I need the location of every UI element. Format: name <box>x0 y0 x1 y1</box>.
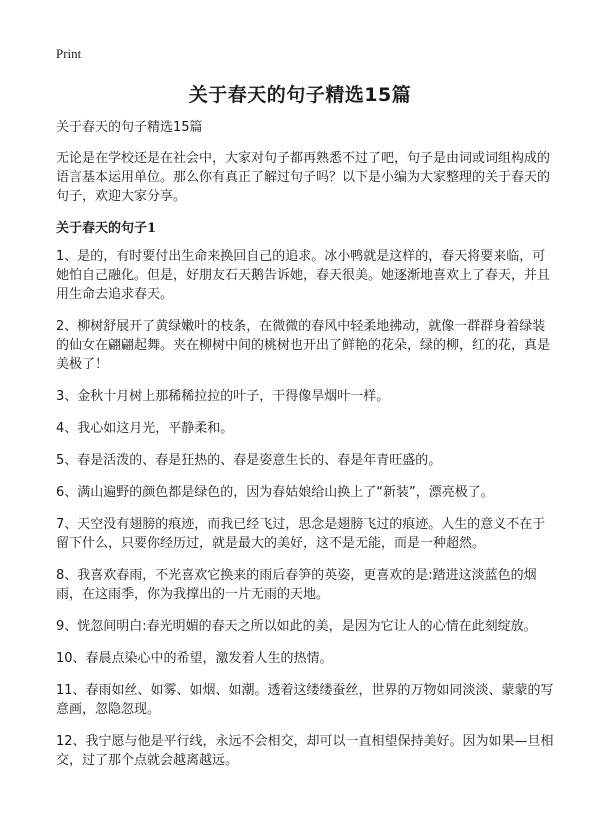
list-item-10: 10、春晨点染心中的希望，激发着人生的热情。 <box>56 651 333 666</box>
list-item-11: 11、春雨如丝、如雾、如烟、如潮。透着这缕缕蚕丝，世界的万物如同淡淡、蒙蒙的写意画，忽隐忽现。 <box>56 683 554 717</box>
document-title: 关于春天的句子精选15篇 <box>188 84 412 106</box>
list-item-3: 3、金秋十月树上那稀稀拉拉的叶子，干得像旱烟叶一样。 <box>56 389 390 404</box>
document-body <box>56 118 556 783</box>
intro-paragraph: 无论是在学校还是在社会中，大家对句子都再熟悉不过了吧，句子是由词或词组构成的语言基本运用单位。那么你有真正了解过句子吗？以下是小编为大家整理的关于春天的句子，欢迎大家分享。 <box>56 151 551 204</box>
list-item-7: 7、天空没有翅膀的痕迹，而我已经飞过，思念是翅膀飞过的痕迹。人生的意义不在于留下什么，只要你经历过，就是最大的美好，这不是无能，而是一种超然。 <box>56 517 546 551</box>
list-item-4: 4、我心如这月光，平静柔和。 <box>56 421 234 436</box>
print-label: Print <box>56 46 82 61</box>
list-item-5: 5、春是活泼的、春是狂热的、春是姿意生长的、春是年青旺盛的。 <box>56 453 442 468</box>
list-item-2: 2、柳树舒展开了黄绿嫩叶的枝条，在微微的春风中轻柔地拂动，就像一群群身着绿装的仙女在翩翩起舞。夹在柳树中间的桃树也开出了鲜艳的花朵，绿的柳，红的花，真是美极了！ <box>56 319 551 372</box>
list-item-6: 6、满山遍野的颜色都是绿色的，因为春姑娘给山换上了“新装”，漂亮极了。 <box>56 485 494 500</box>
document-subtitle: 关于春天的句子精选15篇 <box>56 120 203 135</box>
section-heading: 关于春天的句子1 <box>56 221 157 236</box>
list-item-9: 9、恍忽间明白:春光明媚的春天之所以如此的美，是因为它让人的心情在此刻绽放。 <box>56 619 537 634</box>
list-item-1: 1、是的，有时要付出生命来换回自己的追求。冰小鸭就是这样的，春天将要来临，可她怕自己融化。但是，好朋友石天鹅告诉她，春天很美。她逐渐地喜欢上了春天，并且用生命去追求春天。 <box>56 249 551 302</box>
list-item-8: 8、我喜欢春雨，不光喜欢它换来的雨后春笋的英姿，更喜欢的是:踏进这淡蓝色的烟雨，在这雨季，你为我撑出的一片无雨的天地。 <box>56 568 537 602</box>
list-item-12: 12、我宁愿与他是平行线，永远不会相交，却可以一直相望保持美好。因为如果—旦相交，过了那个点就会越离越远。 <box>56 734 554 768</box>
